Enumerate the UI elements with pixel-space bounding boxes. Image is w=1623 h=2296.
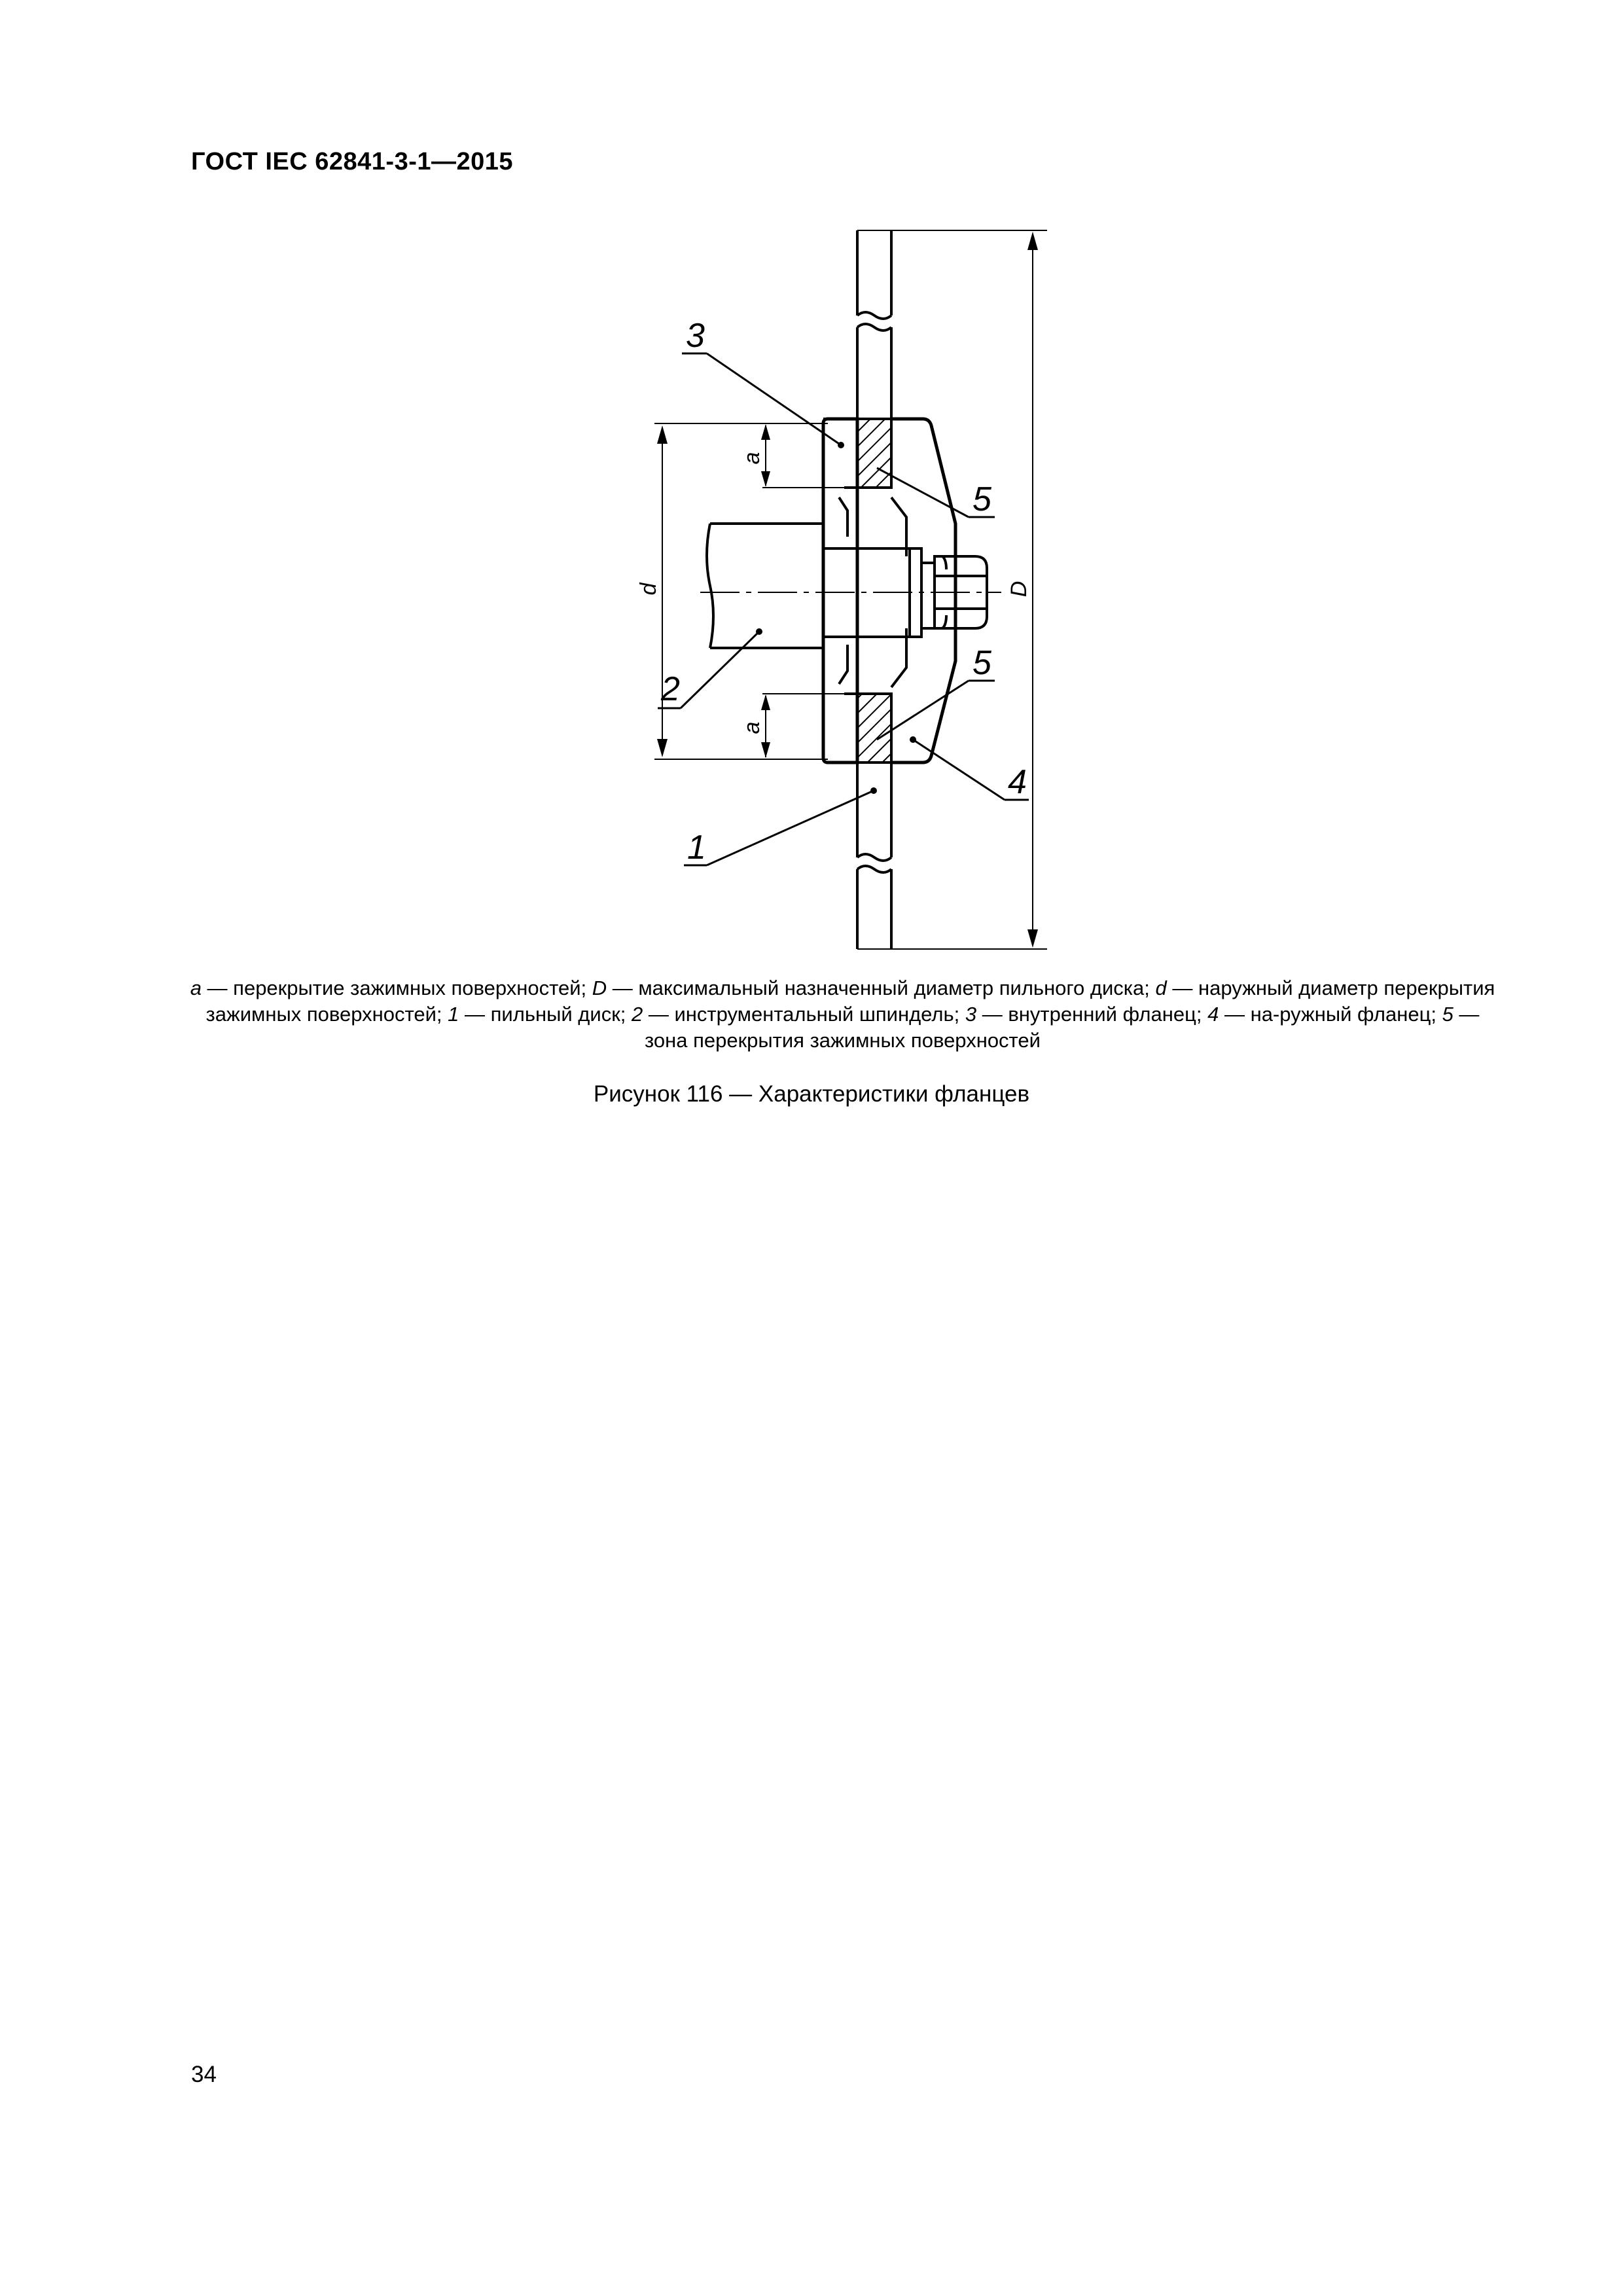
callout-3: 3 [686, 317, 705, 355]
figure-title: Рисунок 116 — Характеристики фланцев [593, 1081, 1030, 1107]
legend-item-D: D — максимальный назначенный диаметр пильного диска; [592, 977, 1156, 999]
legend-item-4: 4 — на-ружный фланец; [1207, 1003, 1442, 1026]
inner-flange [823, 419, 857, 762]
legend-item-d: d — наружный диаметр перекрытия зажимных поверхностей; [205, 977, 1495, 1026]
dim-label-D: D [1007, 581, 1031, 598]
spindle [707, 524, 921, 648]
saw-blade [857, 230, 891, 949]
dimension-a-bottom [761, 694, 844, 758]
legend-item-1: 1 — пильный диск; [448, 1003, 632, 1026]
callout-5-top: 5 [972, 480, 991, 518]
callout-1: 1 [687, 829, 706, 867]
legend-item-a: a — перекрытие зажимных поверхностей; [190, 977, 592, 999]
figure-legend [190, 975, 1495, 1054]
dim-label-a-bottom: a [740, 721, 764, 734]
legend-item-5: 5 — зона перекрытия зажимных поверхностей [645, 1003, 1480, 1052]
document-header: ГОСТ IEC 62841-3-1—2015 [191, 148, 514, 175]
callout-4: 4 [1008, 763, 1027, 801]
legend-item-3: 3 — внутренний фланец; [965, 1003, 1208, 1026]
dim-label-a-top: a [740, 452, 764, 465]
page-number: 34 [191, 2062, 217, 2087]
callout-2: 2 [661, 670, 680, 708]
outer-flange [891, 419, 955, 762]
overlap-zone-top [857, 419, 891, 488]
dimension-a-top [761, 424, 844, 488]
legend-item-2: 2 — инструментальный шпиндель; [632, 1003, 965, 1026]
dim-label-d: d [636, 583, 661, 596]
callout-5-bottom: 5 [972, 644, 991, 682]
overlap-zone-bottom [857, 694, 891, 762]
